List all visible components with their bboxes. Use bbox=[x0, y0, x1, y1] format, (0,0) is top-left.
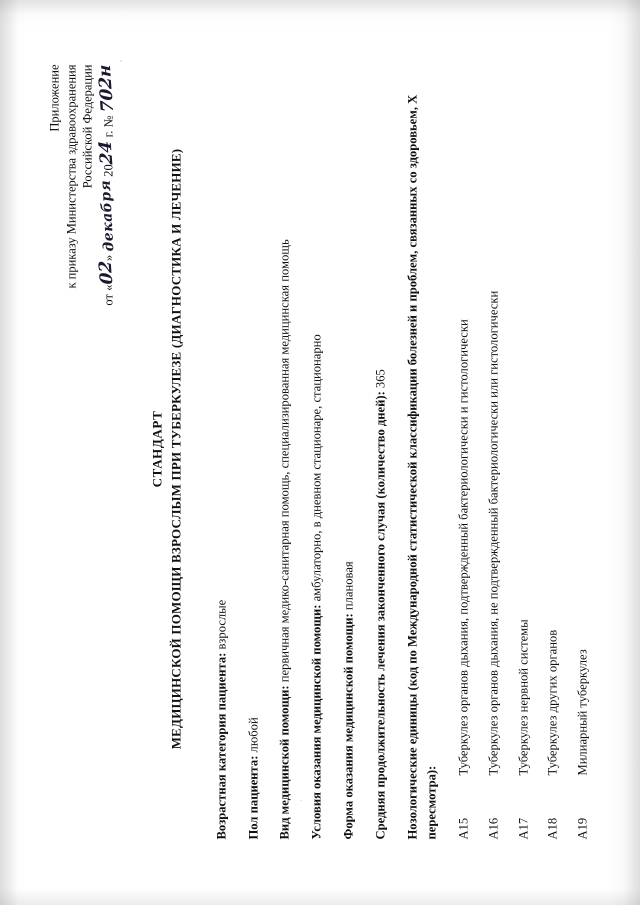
document-title bbox=[148, 58, 186, 839]
header-ministry-line: к приказу Министерства здравоохранения bbox=[63, 64, 78, 289]
field-value: амбулаторно, в дневном стационаре, стационарно bbox=[309, 333, 324, 601]
icd-description: Туберкулез нервной системы bbox=[515, 618, 530, 775]
icd-code: А19 bbox=[575, 817, 590, 839]
field-nosological-units bbox=[403, 58, 441, 839]
icd-code: А18 bbox=[545, 817, 560, 839]
list-item bbox=[543, 58, 562, 839]
date-year-handwritten: 24 bbox=[94, 139, 117, 165]
field-label: Пол пациента: bbox=[245, 755, 260, 839]
list-item bbox=[573, 58, 592, 839]
icd-code: А16 bbox=[485, 817, 500, 839]
field-label: Нозологические единицы (код по Международной статистической классификации болезней и проблем, связанных со здоровьем, X пересмотра): bbox=[404, 94, 438, 839]
icd-description: Туберкулез органов дыхания, не подтвержденный бактериологически или гистологически bbox=[485, 290, 500, 775]
list-item bbox=[454, 58, 473, 839]
field-value: первичная медико-санитарная помощь, специализированная медицинская помощь bbox=[277, 238, 292, 682]
field-value: плановая bbox=[341, 560, 356, 610]
field-label: Условия оказания медицинской помощи: bbox=[309, 604, 324, 839]
icd-description: Туберкулез других органов bbox=[545, 629, 560, 775]
field-label: Форма оказания медицинской помощи: bbox=[341, 612, 356, 839]
date-year-prefix: 20 bbox=[100, 163, 115, 177]
header-country-line: Российской Федерации bbox=[80, 64, 94, 188]
field-average-duration bbox=[371, 58, 390, 839]
icd-code: А17 bbox=[515, 817, 530, 839]
title-standard: СТАНДАРТ bbox=[148, 410, 164, 487]
date-city-number-label: г. № bbox=[100, 115, 115, 137]
list-item bbox=[514, 58, 533, 839]
field-care-form bbox=[339, 58, 358, 839]
icd-description: Милиарный туберкулез bbox=[575, 648, 590, 775]
icd-code: А15 bbox=[455, 817, 470, 839]
field-care-conditions bbox=[307, 58, 326, 839]
date-day-handwritten: 02 bbox=[94, 260, 117, 285]
title-subject: МЕДИЦИНСКОЙ ПОМОЩИ ВЗРОСЛЫМ ПРИ ТУБЕРКУЛЕЗЕ (ДИАГНОСТИКА И ЛЕЧЕНИЕ) bbox=[167, 148, 183, 749]
date-quote: » bbox=[100, 254, 115, 261]
header-appendix-label: Приложение bbox=[47, 64, 61, 132]
date-prefix: от « bbox=[100, 284, 115, 306]
header-date-line bbox=[93, 63, 118, 839]
field-patient-sex bbox=[244, 58, 263, 839]
date-month-handwritten: декабря bbox=[96, 178, 117, 252]
icd-code-list bbox=[454, 58, 592, 839]
document-header bbox=[46, 58, 118, 839]
field-value: 365 bbox=[373, 368, 388, 388]
field-label: Средняя продолжительность лечения законченного случая (количество дней): bbox=[373, 390, 388, 839]
list-item bbox=[484, 58, 503, 839]
field-age-category bbox=[212, 58, 231, 839]
field-label: Вид медицинской помощи: bbox=[277, 684, 292, 839]
document-number-handwritten: 702н bbox=[93, 63, 118, 113]
field-label: Возрастная категория пациента: bbox=[213, 652, 228, 839]
icd-description: Туберкулез органов дыхания, подтвержденный бактериологически и гистологически bbox=[455, 318, 470, 775]
field-value: взрослые bbox=[213, 599, 228, 650]
field-value: любой bbox=[245, 716, 260, 752]
field-care-type bbox=[275, 58, 294, 839]
